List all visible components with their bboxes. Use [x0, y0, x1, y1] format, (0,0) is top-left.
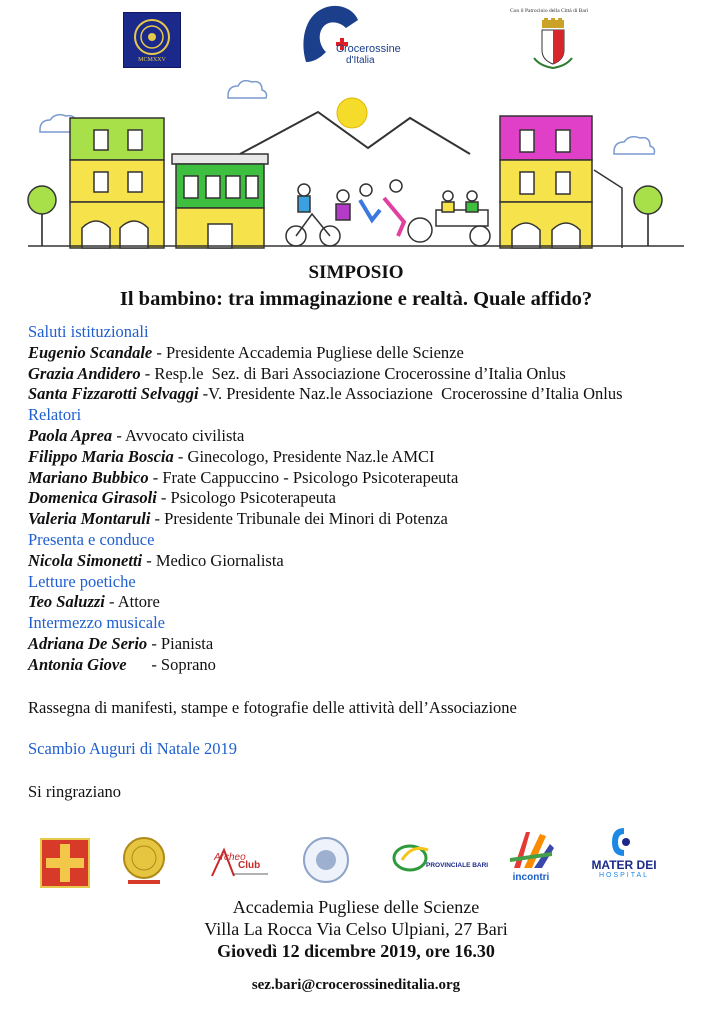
speaker-role: -V. Presidente Naz.le Associazione Crocerossine d’Italia Onlus: [198, 384, 623, 404]
sponsor-cif-logo: [392, 840, 489, 876]
incontri-text: incontri: [512, 872, 550, 883]
archeoclub-text-1: Archeo: [214, 852, 246, 863]
sponsor-materdei-logo: [584, 826, 664, 884]
speaker-row: [28, 426, 244, 446]
section-heading: Relatori: [28, 405, 82, 425]
speaker-role: - Ginecologo, Presidente Naz.le AMCI: [173, 446, 435, 466]
speaker-name: Domenica Girasoli: [28, 488, 157, 508]
speaker-role: - Pianista: [147, 634, 214, 653]
exhibition-note: Rassegna di manifesti, stampe e fotografie delle attività dell’Associazione: [28, 698, 517, 717]
event-subtitle: Il bambino: tra immaginazione e realtà. Quale affido?: [119, 288, 593, 310]
bari-coat-of-arms: [530, 18, 576, 70]
speaker-name: Teo Saluzzi: [28, 592, 105, 612]
section-heading: Saluti istituzionali: [28, 322, 149, 341]
speaker-name: Valeria Montaruli: [28, 509, 151, 529]
speaker-row: [28, 592, 160, 612]
cif-text: PROVINCIALE BARI: [426, 862, 489, 869]
seal-icon: [302, 836, 350, 884]
sun-icon: [337, 98, 367, 128]
speaker-row: [28, 509, 448, 529]
speaker-name: Santa Fizzarotti Selvaggi: [28, 384, 199, 404]
speaker-name: Mariano Bubbico: [28, 467, 149, 487]
materdei-text-1: MATER DEI: [591, 858, 657, 872]
speaker-row: [28, 384, 623, 404]
kids-bikes-icon: [286, 180, 490, 246]
materdei-mark-icon: [584, 826, 664, 858]
speaker-name: Grazia Andidero: [28, 363, 141, 383]
speaker-row: [28, 447, 435, 467]
building-middle: [172, 154, 268, 248]
speaker-role: - Avvocato civilista: [112, 426, 245, 445]
speaker-role: - Presidente Accademia Pugliese delle Scienze: [152, 342, 464, 362]
greetings-note: Scambio Auguri di Natale 2019: [28, 739, 237, 758]
town-illustration: [0, 70, 712, 250]
cif-mark-icon: [392, 840, 432, 876]
tree-icon: [28, 186, 56, 246]
archeoclub-mark-icon: [210, 846, 270, 880]
speaker-name: Paola Aprea: [28, 426, 113, 445]
coat-of-arms-icon: [530, 18, 576, 70]
thanks-note: Si ringraziano: [28, 782, 122, 801]
speaker-row: [28, 343, 464, 363]
speaker-row: [28, 468, 458, 488]
building-left: [70, 118, 164, 248]
speaker-name: Filippo Maria Boscia: [28, 446, 174, 466]
sponsor-incontri-logo: [506, 828, 556, 886]
archeoclub-text-2: Club: [238, 860, 261, 871]
speaker-role: - Psicologo Psicoterapeuta: [156, 488, 336, 508]
speaker-row: [28, 364, 566, 384]
event-datetime: Giovedì 12 dicembre 2019, ore 16.30: [217, 941, 495, 961]
speaker-name: Antonia Giove: [28, 654, 127, 674]
speaker-role: - Soprano: [126, 654, 216, 674]
academy-emblem-text: MCMXXV: [138, 57, 166, 63]
sponsor-archeoclub-logo: [210, 846, 270, 880]
section-heading: Presenta e conduce: [28, 530, 155, 549]
speaker-role: - Resp.le Sez. di Bari Associazione Crocerossine d’Italia Onlus: [140, 363, 566, 383]
speaker-row: [28, 634, 213, 654]
venue-name: Accademia Pugliese delle Scienze: [232, 897, 480, 917]
contact-email[interactable]: sez.bari@crocerossineditalia.org: [251, 977, 461, 993]
logo-text-line1: Crocerossine: [336, 43, 401, 55]
patron-text: Con il Patrocinio della Città di Bari: [510, 8, 589, 14]
building-right: [500, 116, 622, 248]
speaker-role: - Medico Giornalista: [142, 550, 284, 570]
cross-icon: [42, 840, 88, 886]
speaker-role: - Presidente Tribunale dei Minori di Potenza: [150, 509, 448, 529]
sponsor-medal-logo: [122, 836, 166, 886]
speaker-name: Eugenio Scandale: [28, 342, 153, 362]
gold-medal-icon: [122, 836, 166, 886]
speaker-role: - Frate Cappuccino - Psicologo Psicoterapeuta: [148, 467, 459, 487]
materdei-text-2: HOSPITAL: [598, 872, 650, 879]
crocerossine-logo: [296, 2, 406, 72]
sponsor-amci-logo: [40, 838, 90, 888]
academy-emblem: [123, 12, 181, 68]
section-heading: Intermezzo musicale: [28, 613, 165, 633]
event-title: SIMPOSIO: [308, 262, 404, 283]
speaker-name: Adriana De Serio: [28, 634, 148, 653]
venue-address: Villa La Rocca Via Celso Ulpiani, 27 Bari: [204, 919, 508, 939]
logo-text-line2: d'Italia: [346, 55, 375, 66]
incontri-mark-icon: [506, 828, 556, 872]
sponsor-community-seal: [302, 836, 350, 884]
speaker-row: [28, 655, 216, 675]
section-heading: Letture poetiche: [28, 571, 136, 591]
speaker-row: [28, 488, 336, 508]
speaker-name: Nicola Simonetti: [28, 550, 143, 570]
tree-icon: [634, 186, 662, 246]
speaker-row: [28, 551, 284, 571]
speaker-role: - Attore: [104, 592, 160, 612]
